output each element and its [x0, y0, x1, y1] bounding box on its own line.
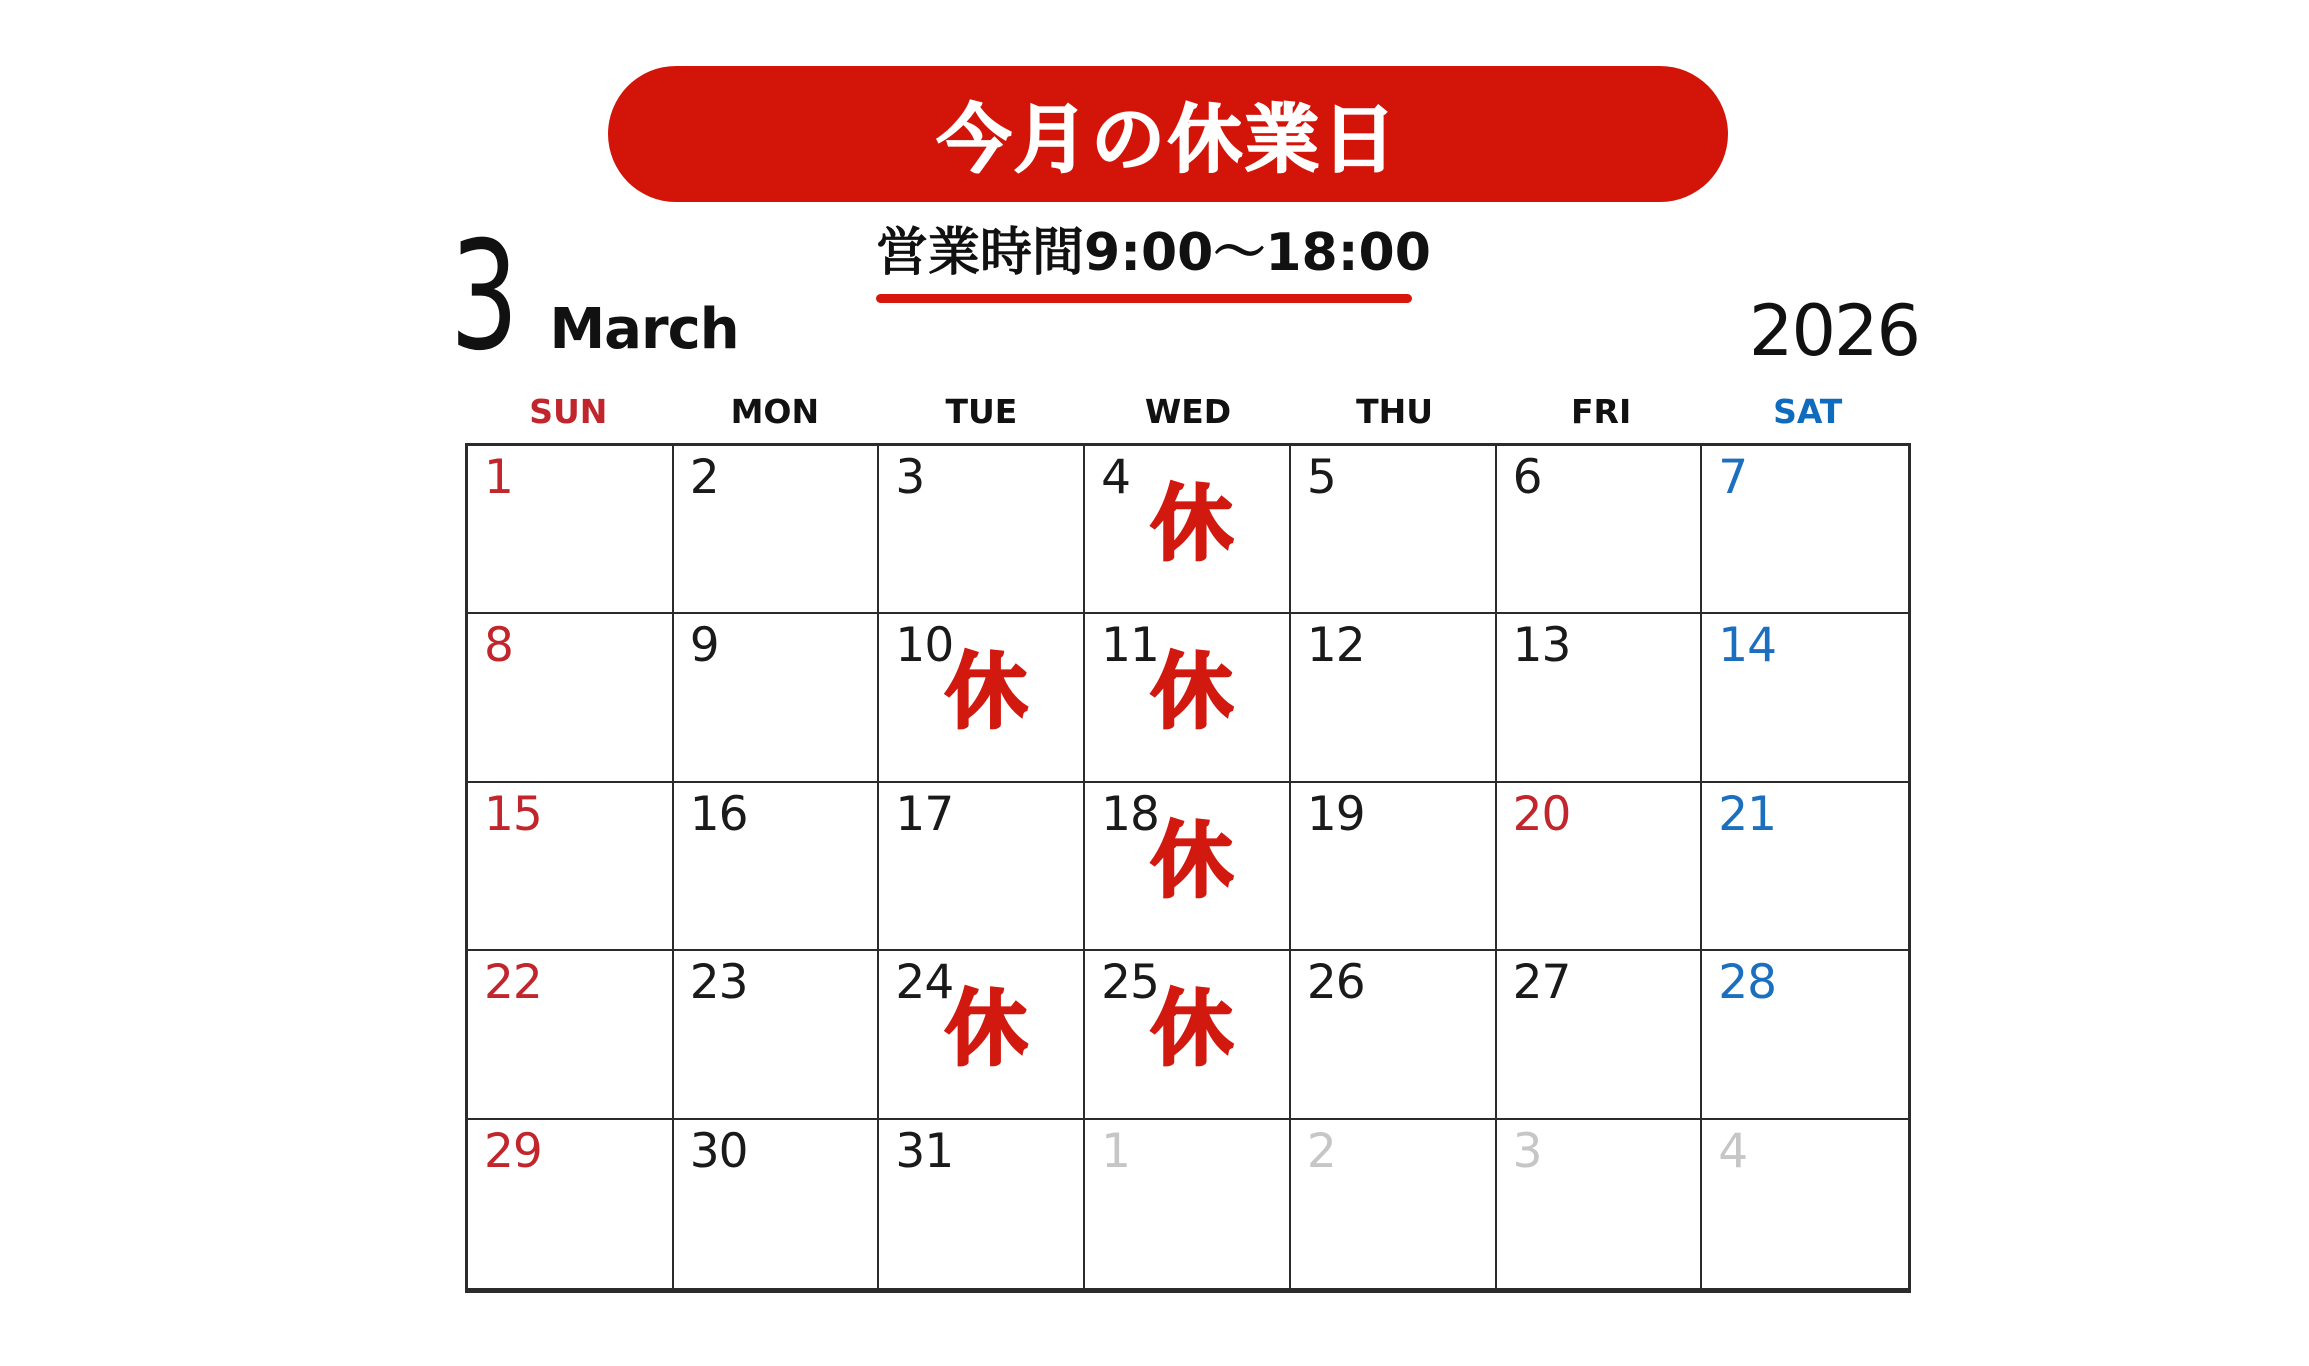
closed-day-mark: 休 [1150, 477, 1233, 572]
closed-day-mark: 休 [945, 982, 1028, 1078]
day-number: 24 [895, 955, 954, 1011]
calendar-cell [1291, 951, 1497, 1119]
business-hours [876, 220, 1431, 303]
day-number: 17 [895, 786, 954, 842]
weekday-tue: TUE [945, 391, 1018, 431]
calendar-cell [879, 783, 1085, 951]
month-number: 3 [450, 210, 516, 384]
day-number: 15 [484, 786, 542, 842]
calendar-cell [674, 951, 880, 1119]
weekday-mon: MON [730, 391, 820, 431]
calendar-cell [468, 951, 674, 1119]
calendar-cell [879, 614, 1085, 782]
calendar-cell [468, 1120, 674, 1288]
calendar-cell [1702, 446, 1908, 614]
day-number: 10 [895, 618, 954, 674]
day-number: 1 [484, 450, 513, 505]
closed-day-mark: 休 [1150, 645, 1233, 741]
day-number: 18 [1101, 786, 1159, 842]
closed-days-banner [608, 66, 1728, 202]
calendar-cell [1085, 1120, 1291, 1288]
day-number: 25 [1101, 955, 1159, 1011]
weekday-sat: SAT [1773, 391, 1843, 431]
day-number: 2 [689, 450, 719, 505]
business-hours-line [876, 220, 1431, 288]
weekday-fri: FRI [1571, 391, 1632, 431]
calendar-cell [1085, 446, 1291, 614]
day-number: 9 [689, 618, 719, 674]
calendar-cell [1497, 1120, 1703, 1288]
day-number: 14 [1718, 618, 1777, 674]
day-number: 23 [689, 955, 748, 1011]
year-label: 2026 [1748, 290, 1920, 372]
day-number: 8 [484, 618, 513, 674]
calendar-cell [1702, 951, 1908, 1119]
closed-day-mark: 休 [945, 645, 1028, 741]
day-number: 2 [1306, 1123, 1336, 1179]
business-hours-underline [876, 294, 1412, 303]
day-number: 1 [1101, 1123, 1131, 1179]
day-number: 3 [1512, 1123, 1542, 1179]
day-number: 30 [689, 1123, 748, 1179]
day-number: 21 [1718, 786, 1777, 842]
day-number: 11 [1101, 618, 1159, 674]
calendar-cell [1497, 951, 1703, 1119]
day-number: 27 [1512, 955, 1571, 1011]
calendar-grid [465, 443, 1911, 1293]
day-number: 31 [895, 1123, 954, 1179]
calendar-cell [468, 783, 674, 951]
calendar-cell [1291, 1120, 1497, 1288]
calendar-cell [879, 1120, 1085, 1288]
closed-day-mark: 休 [1150, 982, 1233, 1078]
calendar-cell [1702, 783, 1908, 951]
day-number: 4 [1718, 1123, 1748, 1179]
calendar-cell [1291, 614, 1497, 782]
calendar-cell [879, 446, 1085, 614]
calendar-cell [1702, 1120, 1908, 1288]
month-name: March [549, 297, 739, 362]
day-number: 7 [1718, 450, 1748, 505]
calendar-cell [1085, 783, 1291, 951]
day-number: 28 [1718, 955, 1777, 1011]
calendar-cell [1497, 614, 1703, 782]
calendar-cell [1085, 951, 1291, 1119]
day-number: 19 [1306, 786, 1365, 842]
business-hours-time: 9:00〜18:00 [1084, 223, 1431, 283]
day-number: 26 [1306, 955, 1365, 1011]
month-header [450, 210, 739, 384]
weekday-thu: THU [1356, 391, 1434, 431]
day-number: 6 [1512, 450, 1542, 505]
day-number: 20 [1512, 786, 1571, 842]
calendar-cell [674, 783, 880, 951]
weekday-sun: SUN [529, 391, 608, 431]
closed-day-mark: 休 [1150, 813, 1233, 909]
calendar-cell [674, 1120, 880, 1288]
day-number: 22 [484, 955, 542, 1011]
calendar-cell [674, 446, 880, 614]
calendar-cell [468, 446, 674, 614]
weekday-wed: WED [1144, 391, 1232, 431]
banner-title: 今月の休業日 [937, 97, 1399, 183]
calendar-cell [674, 614, 880, 782]
calendar-cell [1497, 446, 1703, 614]
weekday-header-row [465, 390, 1911, 432]
day-number: 12 [1306, 618, 1365, 674]
day-number: 4 [1101, 450, 1131, 505]
day-number: 13 [1512, 618, 1571, 674]
day-number: 16 [689, 786, 748, 842]
day-number: 5 [1306, 450, 1336, 505]
day-number: 29 [484, 1123, 542, 1179]
day-number: 3 [895, 450, 925, 505]
calendar-cell [1291, 446, 1497, 614]
calendar-cell [1702, 614, 1908, 782]
business-hours-label: 営業時間 [876, 223, 1085, 283]
calendar-cell [1291, 783, 1497, 951]
calendar-cell [1085, 614, 1291, 782]
calendar-cell [468, 614, 674, 782]
calendar-cell [1497, 783, 1703, 951]
calendar-cell [879, 951, 1085, 1119]
